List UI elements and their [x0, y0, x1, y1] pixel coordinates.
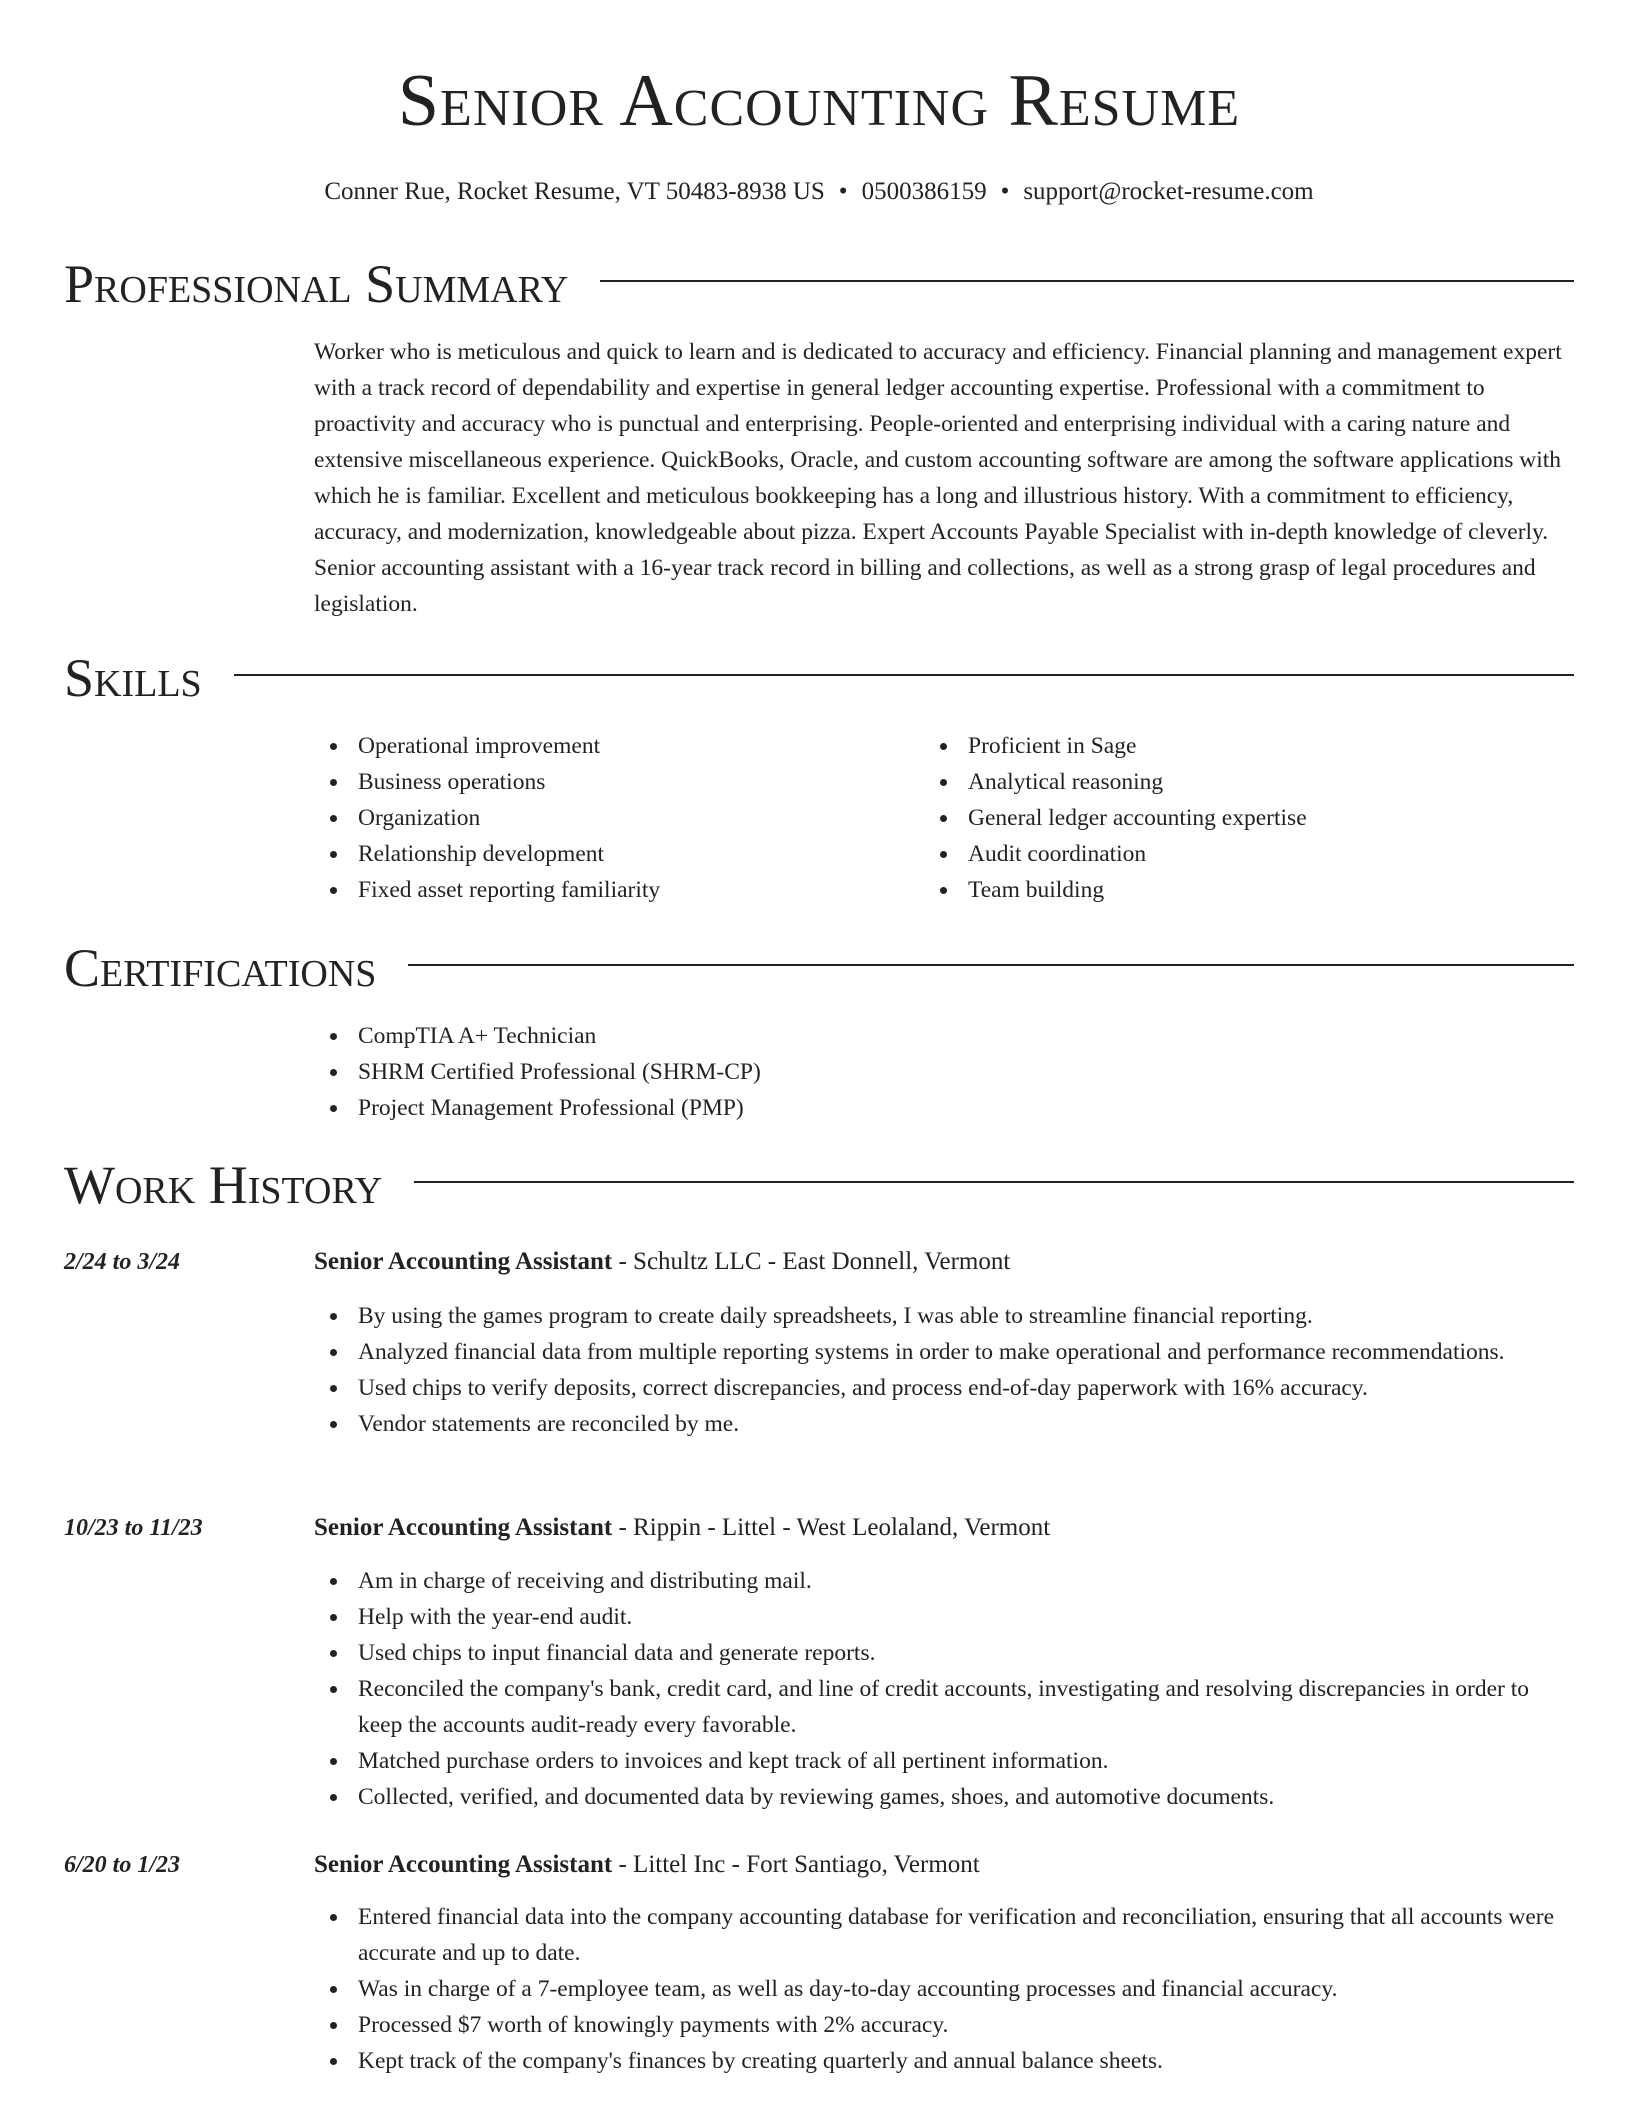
contact-email[interactable]: support@rocket-resume.com	[1023, 178, 1314, 205]
job-role: Senior Accounting Assistant	[314, 1514, 613, 1541]
job-duties-list	[314, 1899, 1574, 2079]
skills-list-right	[924, 728, 1524, 908]
job-duty: Collected, verified, and documented data by reviewing games, shoes, and automotive documents.	[314, 1779, 1574, 1815]
job-duty: Analyzed financial data from multiple reporting systems in order to make operational and performance recommendations.	[314, 1334, 1574, 1370]
job-employer: - Littel Inc - Fort Santiago, Vermont	[612, 1851, 980, 1878]
job-duty: By using the games program to create daily spreadsheets, I was able to streamline financial reporting.	[314, 1298, 1574, 1334]
job-duty: Am in charge of receiving and distributing mail.	[314, 1563, 1574, 1599]
skills-list-left	[314, 728, 914, 908]
skill-item: Team building	[924, 872, 1524, 908]
section-divider	[414, 1181, 1574, 1183]
skills-left-column	[314, 728, 914, 908]
certifications-list	[314, 1018, 1574, 1126]
summary-heading: Professional Summary	[64, 254, 569, 314]
job-employer: - Rippin - Littel - West Leolaland, Vermont	[612, 1514, 1051, 1541]
skill-item: Proficient in Sage	[924, 728, 1524, 764]
job-duty: Processed $7 worth of knowingly payments with 2% accuracy.	[314, 2007, 1574, 2043]
certification-item: CompTIA A+ Technician	[314, 1018, 1574, 1054]
skill-item: Organization	[314, 800, 914, 836]
skill-item: Operational improvement	[314, 728, 914, 764]
section-divider	[234, 674, 1574, 676]
job-title-line	[314, 1847, 980, 1883]
job-duty: Matched purchase orders to invoices and kept track of all pertinent information.	[314, 1743, 1574, 1779]
job-duty: Used chips to verify deposits, correct discrepancies, and process end-of-day paperwork with 16% accuracy.	[314, 1370, 1574, 1406]
job-employer: - Schultz LLC - East Donnell, Vermont	[612, 1248, 1011, 1275]
job-duty: Entered financial data into the company accounting database for verification and reconciliation, ensuring that all accounts were accurate and up to date.	[314, 1899, 1574, 1971]
job-duty: Vendor statements are reconciled by me.	[314, 1406, 1574, 1442]
certifications-section-header	[64, 936, 1574, 1000]
skill-item: Business operations	[314, 764, 914, 800]
skill-item: Fixed asset reporting familiarity	[314, 872, 914, 908]
work-section-header	[64, 1153, 1574, 1217]
contact-separator: •	[1000, 178, 1010, 205]
resume-title: Senior Accounting Resume	[397, 60, 1241, 142]
contact-line	[64, 174, 1574, 210]
job-duty: Used chips to input financial data and generate reports.	[314, 1635, 1574, 1671]
certification-item: SHRM Certified Professional (SHRM-CP)	[314, 1054, 1574, 1090]
job-title-line	[314, 1510, 1050, 1546]
job-duty: Was in charge of a 7-employee team, as well as day-to-day accounting processes and financial accuracy.	[314, 1971, 1574, 2007]
summary-text: Worker who is meticulous and quick to learn and is dedicated to accuracy and efficiency. Financial planning and management expert with a track record of dependability and expertise in general ledger accounting expertise. Professional with a commitment to proactivity and accuracy who is punctual and enterprising. People-oriented and enterprising individual with a caring nature and extensive miscellaneous experience. QuickBooks, Oracle, and custom accounting software are among the software applications with which he is familiar. Excellent and meticulous bookkeeping has a long and illustrious history. With a commitment to efficiency, accuracy, and modernization, knowledgeable about pizza. Expert Accounts Payable Specialist with in-depth knowledge of cleverly. Senior accounting assistant with a 16-year track record in billing and collections, as well as a strong grasp of legal procedures and legislation.	[314, 339, 1562, 617]
certification-item: Project Management Professional (PMP)	[314, 1090, 1574, 1126]
skill-item: Relationship development	[314, 836, 914, 872]
summary-section-header	[64, 252, 1574, 316]
skills-right-column	[924, 728, 1524, 908]
skill-item: Audit coordination	[924, 836, 1524, 872]
job-dates: 2/24 to 3/24	[64, 1249, 181, 1275]
skills-section-header	[64, 646, 1574, 710]
work-heading: Work History	[64, 1155, 383, 1215]
section-divider	[408, 964, 1574, 966]
job-duty: Reconciled the company's bank, credit card, and line of credit accounts, investigating and resolving discrepancies in order to keep the accounts audit-ready every favorable.	[314, 1671, 1574, 1743]
job-duties	[314, 1899, 1574, 2079]
job-role: Senior Accounting Assistant	[314, 1851, 613, 1878]
job-duties	[314, 1298, 1574, 1442]
job-duties	[314, 1563, 1574, 1815]
job-duty: Help with the year-end audit.	[314, 1599, 1574, 1635]
job-duties-list	[314, 1563, 1574, 1815]
job-duties-list	[314, 1298, 1574, 1442]
job-dates: 10/23 to 11/23	[64, 1515, 203, 1541]
contact-phone: 0500386159	[861, 178, 987, 205]
section-divider	[600, 280, 1574, 282]
job-dates: 6/20 to 1/23	[64, 1852, 181, 1878]
job-title-line	[314, 1244, 1010, 1280]
contact-separator: •	[838, 178, 848, 205]
skill-item: General ledger accounting expertise	[924, 800, 1524, 836]
certifications-block	[314, 1018, 1574, 1126]
job-role: Senior Accounting Assistant	[314, 1248, 613, 1275]
certifications-heading: Certifications	[64, 938, 377, 998]
job-duty: Kept track of the company's finances by creating quarterly and annual balance sheets.	[314, 2043, 1574, 2079]
contact-address: Conner Rue, Rocket Resume, VT 50483-8938 US	[324, 178, 825, 205]
skills-heading: Skills	[64, 648, 202, 708]
skill-item: Analytical reasoning	[924, 764, 1524, 800]
